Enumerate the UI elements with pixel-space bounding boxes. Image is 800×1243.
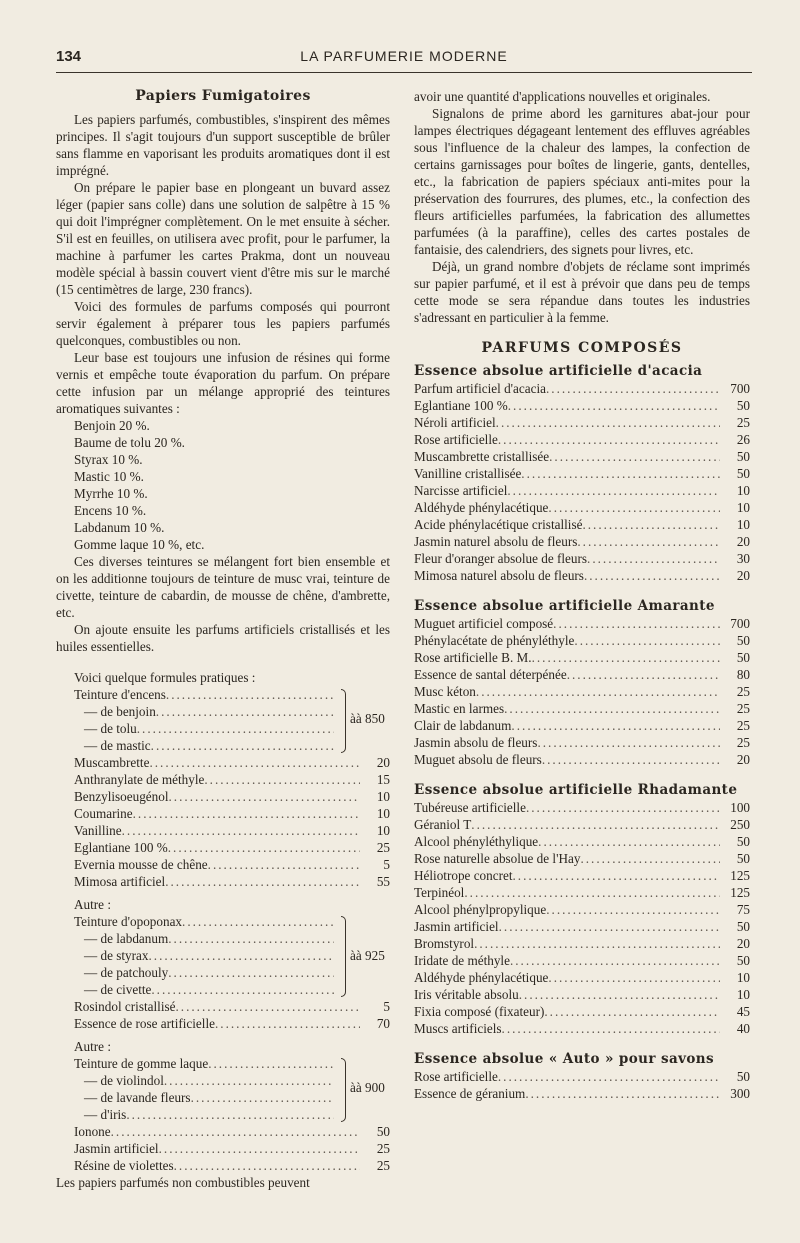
header-rule [56, 72, 752, 73]
formula-item: Clair de labdanum [414, 718, 512, 733]
formula-value: 20 [736, 534, 750, 549]
formula-item: Vanilline [74, 823, 122, 838]
formula-item: Teinture de gomme laque [74, 1056, 209, 1071]
formula-item: Géraniol T [414, 817, 472, 832]
formula-item: Alcool phényléthylique [414, 834, 539, 849]
paragraph: Les papiers parfumés non combustibles peuvent [56, 1175, 310, 1190]
formula-value: 30 [736, 551, 750, 566]
formula-value: 50 [736, 633, 750, 648]
tincture-item: Gomme laque 10 %, etc. [74, 537, 205, 552]
formula-item: Essence de santal déterpénée [414, 667, 567, 682]
formula-value: 25 [376, 1158, 390, 1173]
formula-item: Mastic en larmes [414, 701, 505, 716]
subsection-heading: Essence absolue artificielle Rhadamante [414, 782, 738, 798]
paragraph: Déjà, un grand nombre d'objets de réclame sont imprimés sur papier parfumé, et il est à prévoir que dans peu de temps cette mode se sera répandue dans toutes les industries s'adressant en particulier à la femme. [414, 259, 750, 325]
formula-value: 20 [736, 752, 750, 767]
formula-item: Tubéreuse artificielle [414, 800, 526, 815]
formula-value: 25 [736, 701, 750, 716]
formula-item: Jasmin artificiel [74, 1141, 159, 1156]
formula-item: Coumarine [74, 806, 133, 821]
paragraph: On ajoute ensuite les parfums artificiels cristallisés et les huiles essentielles. [56, 622, 390, 654]
formula-value: 10 [736, 517, 750, 532]
formula-item: Iris véritable absolu [414, 987, 519, 1002]
formula-item: Teinture d'opoponax [74, 914, 183, 929]
subsection-heading: Essence absolue « Auto » pour savons [414, 1051, 715, 1067]
paragraph: Voici des formules de parfums composés qui pourront servir également à préparer tous les papiers parfumés quelconques, combustibles ou non. [56, 299, 390, 348]
paragraph: Signalons de prime abord les garnitures abat-jour pour lampes électriques dégageant lentement des effluves agréables sous l'influence de la chaleur des lampes, la confection de certains garnissages pour boîtes de lingerie, gants, dentelles, etc., la fabrication de papiers spéciaux anti-mites pour la préservation des fourrures, des plumes, etc., la confection des fleurs artificielles parfumées, la fabrication des allumettes parfumées (à la paraffine), celles des cartes postales de fantaisie, des calendriers, des signets pour livres, etc. [414, 106, 750, 257]
formula-auto [414, 1068, 750, 1102]
formula-item: — de benjoin [84, 704, 156, 719]
formula-rhadamante [414, 799, 750, 1037]
formula-value: 10 [376, 823, 390, 838]
formula-item: Alcool phénylpropylique [414, 902, 547, 917]
formula-item: Résine de violettes [74, 1158, 174, 1173]
formula-value: 25 [736, 684, 750, 699]
formula-item: Héliotrope concret [414, 868, 513, 883]
formula-item: Rose naturelle absolue de l'Hay [414, 851, 581, 866]
formula-value: 75 [736, 902, 750, 917]
formula-item: Rose artificielle [414, 1069, 498, 1084]
section-title: PARFUMS COMPOSÉS [481, 340, 683, 356]
formula-item: Eglantiane 100 % [414, 398, 508, 413]
formula-item: Rose artificielle [414, 432, 498, 447]
formula-3 [56, 1055, 390, 1174]
formula-item: Néroli artificiel [414, 415, 496, 430]
formula-value: 20 [376, 755, 390, 770]
formula-item: — d'iris [84, 1107, 127, 1122]
formula-value: 50 [736, 851, 750, 866]
formula-item: Fleur d'oranger absolue de fleurs [414, 551, 588, 566]
tincture-item: Myrrhe 10 %. [74, 486, 148, 501]
formula-value: 50 [736, 953, 750, 968]
formula-value: 50 [736, 449, 750, 464]
formula-item: Muguet artificiel composé [414, 616, 554, 631]
formula-item: — de civette [84, 982, 152, 997]
brace [341, 689, 346, 753]
formula-item: Benzylisoeugénol [74, 789, 169, 804]
formula-value: 15 [376, 772, 390, 787]
formula-item: — de styrax [84, 948, 149, 963]
formula-1 [56, 686, 390, 890]
formula-item: Jasmin naturel absolu de fleurs [414, 534, 578, 549]
formula-item: Eglantiane 100 % [74, 840, 168, 855]
paragraph: On prépare le papier base en plongeant un buvard assez léger (papier sans colle) dans une solution de salpêtre à 15 % qui doit l'imprégner complètement. On le met ensuite à sécher. S'il est en feuilles, on utilisera avec profit, pour le parfumer, la machine à parfumer les cartes Prakma, dont un nouveau modèle spécial à bassin couvert vient d'être mis sur le marché (15 centimètres de large, 230 francs). [56, 180, 390, 297]
formula-value: 50 [736, 466, 750, 481]
formula-value: 25 [736, 735, 750, 750]
formula-value: 50 [736, 834, 750, 849]
formula-value: 25 [736, 718, 750, 733]
formula-item: — de lavande fleurs [84, 1090, 191, 1105]
autre-label: Autre : [74, 897, 111, 912]
formula-item: Muguet absolu de fleurs [414, 752, 542, 767]
tincture-item: Styrax 10 %. [74, 452, 143, 467]
formula-value: 55 [376, 874, 390, 889]
formula-value: 80 [736, 667, 750, 682]
left-column [56, 88, 390, 1191]
formula-value: 25 [376, 1141, 390, 1156]
right-column [414, 88, 750, 1102]
formula-value: 50 [376, 1124, 390, 1139]
formula-2 [56, 913, 390, 1032]
running-title: LA PARFUMERIE MODERNE [300, 48, 508, 64]
brace [341, 916, 346, 997]
formula-item: Muscs artificiels [414, 1021, 502, 1036]
page-number: 134 [56, 48, 82, 65]
tincture-item: Baume de tolu 20 %. [74, 435, 185, 450]
formula-value: 26 [736, 432, 750, 447]
paragraph: avoir une quantité d'applications nouvelles et originales. [414, 89, 711, 104]
formula-value: 10 [736, 500, 750, 515]
formula-value: 10 [736, 970, 750, 985]
formula-item: Jasmin absolu de fleurs [414, 735, 538, 750]
formula-value: 125 [730, 868, 750, 883]
formula-value: 10 [736, 483, 750, 498]
formula-value: 25 [376, 840, 390, 855]
formula-item: Terpinéol [414, 885, 465, 900]
formula-item: Anthranylate de méthyle [74, 772, 205, 787]
formula-amarante [414, 615, 750, 768]
brace-value: àà 925 [350, 948, 385, 963]
brace-group [74, 1055, 390, 1123]
formula-item: Narcisse artificiel [414, 483, 508, 498]
formula-value: 25 [736, 415, 750, 430]
formula-value: 250 [730, 817, 750, 832]
formula-item: Evernia mousse de chêne [74, 857, 208, 872]
paragraph: Leur base est toujours une infusion de résines qui forme vernis et empêche toute évaporation du parfum. On prépare cette infusion par un mélange approprié des teintures aromatiques suivantes : [56, 350, 390, 416]
formula-item: Vanilline cristallisée [414, 466, 522, 481]
formula-item: — de tolu [84, 721, 137, 736]
formula-value: 5 [383, 857, 390, 872]
formula-value: 10 [376, 789, 390, 804]
formula-item: — de labdanum [84, 931, 169, 946]
formula-item: Parfum artificiel d'acacia [414, 381, 546, 396]
formula-item: Essence de géranium [414, 1086, 526, 1101]
brace-group [74, 686, 390, 754]
formula-value: 40 [736, 1021, 750, 1036]
formula-item: Mimosa artificiel [74, 874, 166, 889]
formula-acacia [414, 380, 750, 584]
formula-item: Muscambrette cristallisée [414, 449, 550, 464]
formula-item: Essence de rose artificielle [74, 1016, 215, 1031]
tincture-item: Mastic 10 %. [74, 469, 144, 484]
formula-item: Rosindol cristallisé [74, 999, 176, 1014]
paragraph: Ces diverses teintures se mélangent fort bien ensemble et on les additionne toujours de teinture de musc vrai, teinture de civette, teinture de cabardin, de mousse de chêne, d'ambrette, etc. [56, 554, 390, 620]
formula-item: Phénylacétate de phényléthyle [414, 633, 575, 648]
formula-item: — de mastic [84, 738, 151, 753]
formula-value: 20 [736, 936, 750, 951]
page-header [56, 48, 752, 74]
formula-value: 50 [736, 650, 750, 665]
formula-value: 100 [730, 800, 750, 815]
formula-item: Fixia composé (fixateur) [414, 1004, 545, 1019]
formula-item: Aldéhyde phénylacétique [414, 970, 549, 985]
formula-item: — de patchouly [84, 965, 169, 980]
formula-item: Bromstyrol [414, 936, 475, 951]
formula-item: Teinture d'encens [74, 687, 166, 702]
tincture-item: Encens 10 %. [74, 503, 147, 518]
formula-value: 10 [736, 987, 750, 1002]
brace-group [74, 913, 390, 998]
formula-value: 700 [730, 616, 750, 631]
formula-value: 20 [736, 568, 750, 583]
formula-item: Aldéhyde phénylacétique [414, 500, 549, 515]
brace-value: àà 900 [350, 1080, 385, 1095]
subsection-heading: Essence absolue artificielle d'acacia [414, 363, 703, 379]
formula-value: 125 [730, 885, 750, 900]
formula-value: 50 [736, 919, 750, 934]
formula-item: Ionone [74, 1124, 111, 1139]
brace-value: àà 850 [350, 711, 385, 726]
tincture-item: Benjoin 20 %. [74, 418, 150, 433]
tincture-item: Labdanum 10 %. [74, 520, 165, 535]
formula-item: Acide phénylacétique cristallisé [414, 517, 583, 532]
formula-value: 5 [383, 999, 390, 1014]
formula-value: 10 [376, 806, 390, 821]
subsection-heading: Essence absolue artificielle Amarante [414, 598, 715, 614]
formula-value: 70 [376, 1016, 390, 1031]
paragraph: Les papiers parfumés, combustibles, s'inspirent des mêmes principes. Il s'agit toujours d'un support susceptible de brûler sans flamme en vaporisant les produits aromatiques dont il est imprégné. [56, 112, 390, 178]
formula-item: Iridate de méthyle [414, 953, 510, 968]
paragraph: Voici quelque formules pratiques : [74, 670, 256, 685]
formula-value: 300 [730, 1086, 750, 1101]
formula-item: — de violindol [84, 1073, 164, 1088]
autre-label: Autre : [74, 1039, 111, 1054]
formula-value: 45 [736, 1004, 750, 1019]
section-heading: Papiers Fumigatoires [135, 88, 311, 104]
formula-item: Mimosa naturel absolu de fleurs [414, 568, 584, 583]
brace [341, 1058, 346, 1122]
formula-item: Muscambrette [74, 755, 150, 770]
formula-item: Jasmin artificiel [414, 919, 499, 934]
formula-value: 50 [736, 1069, 750, 1084]
formula-value: 700 [730, 381, 750, 396]
formula-item: Rose artificielle B. M. [414, 650, 532, 665]
formula-value: 50 [736, 398, 750, 413]
formula-item: Musc kéton [414, 684, 476, 699]
